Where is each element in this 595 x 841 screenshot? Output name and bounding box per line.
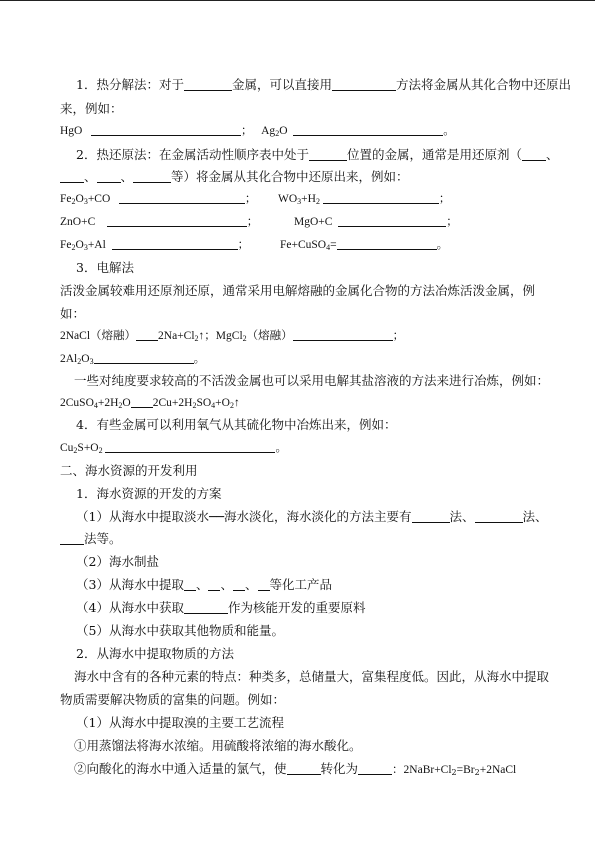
blank[interactable]	[323, 191, 439, 204]
section3-para2: 一些对纯度要求较高的不活泼金属也可以采用电解其盐溶液的方法来进行冶炼，例如：	[74, 373, 550, 388]
blank[interactable]	[91, 123, 241, 136]
electrolysis-example-3: $2CuSO_4+2H_2O$ $2Cu+2H_2SO_4+O_2↑$	[60, 397, 240, 410]
item-3: （3）从海水中提取 、 、 、 等化工产品	[76, 577, 333, 592]
blank[interactable]	[337, 237, 437, 250]
part2-sub2: 2．从海水中提取物质的方法	[76, 646, 234, 661]
para-elements-line2: 物质需要解决物质的富集的问题。例如：	[60, 692, 286, 707]
item-1-line2: 法等。	[60, 530, 122, 548]
item-5: （5）从海水中获取其他物质和能量。	[76, 623, 284, 638]
blank[interactable]	[119, 191, 245, 204]
part2-sub1: 1．海水资源的开发的方案	[76, 486, 222, 501]
blank[interactable]	[293, 123, 443, 136]
blank[interactable]	[184, 601, 228, 614]
blank[interactable]	[60, 170, 84, 183]
section1-line1: 1．热分解法：对于 金属，可以直接用 方法将金属从其化合物中还原出	[76, 77, 571, 92]
bromine-step-1: ①用蒸馏法将海水浓缩。用硫酸将浓缩的海水酸化。	[74, 738, 362, 753]
blank[interactable]	[287, 762, 321, 775]
electrolysis-example-1: 2NaCl（熔融） $2Na+Cl_2↑$；MgCl$_2$（熔融） ；	[60, 330, 405, 343]
blank[interactable]	[107, 214, 247, 227]
blank[interactable]	[97, 170, 121, 183]
bromine-heading: （1）从海水中提取溴的主要工艺流程	[76, 715, 284, 730]
section2-line2: 、 、 等）将金属从其化合物中还原出来，例如：	[60, 168, 409, 186]
blank[interactable]	[412, 510, 450, 523]
blank[interactable]	[233, 578, 245, 591]
blank[interactable]	[258, 578, 270, 591]
blank[interactable]	[338, 214, 446, 227]
blank[interactable]	[112, 237, 238, 250]
reaction-row-3: $Fe_2O_3+Al$ ； Fe+CuSO$_4$= 。	[60, 239, 449, 252]
blank[interactable]	[332, 78, 396, 91]
blank[interactable]	[105, 440, 275, 453]
section3-para-line2: 如：	[60, 306, 86, 321]
blank[interactable]	[136, 328, 158, 341]
reaction-row-2: ZnO+C ； MgO+C ；	[60, 216, 458, 228]
page-top-rule	[0, 0, 595, 1]
example-hgo: HgO ； $Ag_2O$ 。	[60, 125, 455, 138]
blank[interactable]	[293, 328, 393, 341]
blank[interactable]	[522, 148, 546, 161]
blank[interactable]	[131, 395, 153, 408]
blank[interactable]	[133, 170, 171, 183]
sulfide-example: $Cu_2S+O_2$ 。	[60, 442, 287, 455]
blank[interactable]	[60, 532, 84, 545]
electrolysis-example-2: $2Al_2O_3$ 。	[60, 353, 206, 366]
reaction-row-1: $Fe_2O_3+CO$ ； $WO_3+H_2$ ；	[60, 193, 451, 206]
section3-heading: 3．电解法	[76, 260, 134, 275]
section2-line1: 2．热还原法：在金属活动性顺序表中处于 位置的金属，通常是用还原剂（ 、	[76, 147, 559, 162]
item-4: （4）从海水中获取 作为核能开发的重要原料	[76, 600, 366, 615]
section4-heading: 4．有些金属可以利用氧气从其硫化物中冶炼出来，例如：	[76, 417, 397, 432]
item-1-line1: （1）从海水中提取淡水──海水淡化，海水淡化的方法主要有 法、 法、	[76, 509, 548, 524]
blank[interactable]	[475, 510, 523, 523]
part2-heading: 二、海水资源的开发利用	[60, 463, 198, 478]
blank[interactable]	[94, 351, 194, 364]
section1-line2: 来，例如：	[60, 101, 123, 116]
bromine-step-2: ②向酸化的海水中通入适量的氯气，使 转化为 ：$2NaBr+Cl_2=Br_2+2NaCl$	[74, 761, 517, 777]
blank[interactable]	[309, 148, 347, 161]
blank[interactable]	[358, 762, 392, 775]
section3-para-line1: 活泼金属较难用还原剂还原，通常采用电解熔融的金属化合物的方法冶炼活泼金属，例	[60, 283, 536, 298]
item-2: （2）海水制盐	[76, 554, 159, 569]
blank[interactable]	[184, 578, 196, 591]
blank[interactable]	[208, 578, 220, 591]
para-elements-line1: 海水中含有的各种元素的特点：种类多，总储量大，富集程度低。因此，从海水中提取	[74, 669, 550, 684]
blank[interactable]	[184, 78, 232, 91]
